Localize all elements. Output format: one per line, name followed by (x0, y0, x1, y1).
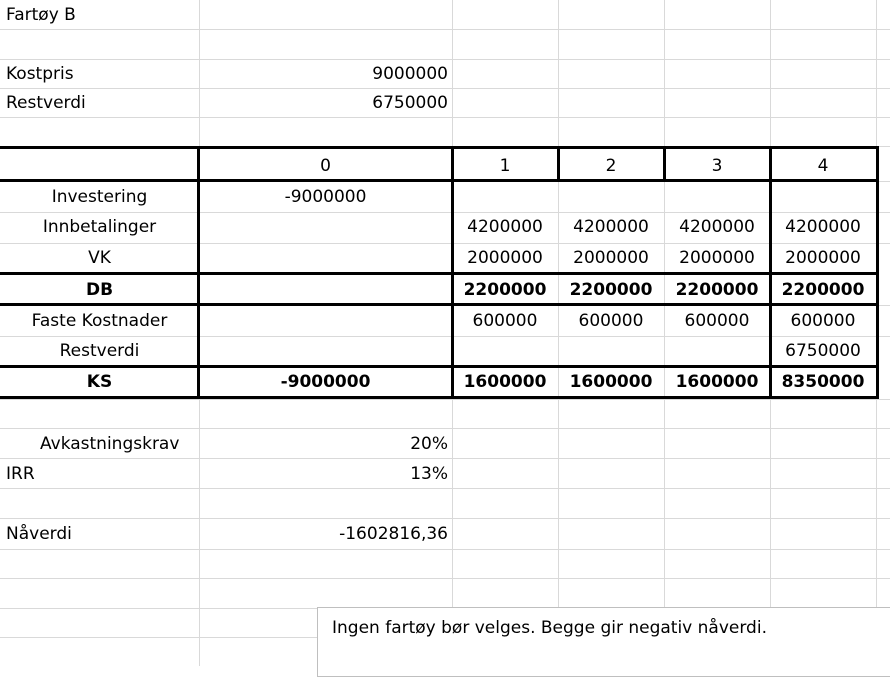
table-cell[interactable]: 600000 (472, 311, 538, 331)
table-border (0, 179, 879, 182)
table-border (0, 365, 879, 368)
table-cell[interactable]: 2200000 (463, 280, 547, 300)
sheet-title[interactable]: Fartøy B (6, 5, 76, 25)
conclusion-text: Ingen fartøy bør velges. Begge gir negativ nåverdi. (332, 618, 767, 638)
irr-label[interactable]: IRR (6, 464, 35, 484)
restverdi-value[interactable]: 6750000 (372, 93, 448, 113)
restverdi-label[interactable]: Restverdi (6, 93, 86, 113)
table-cell[interactable]: 4200000 (785, 217, 861, 237)
irr-value[interactable]: 13% (410, 464, 448, 484)
gridline (0, 117, 890, 118)
table-cell[interactable]: 2200000 (675, 280, 759, 300)
table-cell[interactable]: 2000000 (785, 248, 861, 268)
table-cell[interactable]: 600000 (578, 311, 644, 331)
table-border (663, 146, 666, 182)
table-border (769, 146, 772, 399)
avkastningskrav-label[interactable]: Avkastningskrav (40, 434, 180, 454)
gridline (0, 399, 890, 400)
table-border (0, 146, 879, 149)
naverdi-label[interactable]: Nåverdi (6, 524, 72, 544)
period-header-4[interactable]: 4 (817, 156, 829, 176)
row-label-vk[interactable]: VK (88, 248, 111, 268)
table-border (197, 146, 200, 399)
gridline (0, 428, 890, 429)
row-label-innbetalinger[interactable]: Innbetalinger (42, 217, 157, 237)
table-border (0, 303, 879, 306)
table-cell[interactable]: 4200000 (573, 217, 649, 237)
gridline (0, 518, 890, 519)
table-cell[interactable]: 6750000 (785, 341, 861, 361)
table-cell[interactable]: 8350000 (781, 372, 865, 392)
period-header-2[interactable]: 2 (605, 156, 617, 176)
row-label-ks[interactable]: KS (86, 372, 113, 392)
table-cell[interactable]: 4200000 (467, 217, 543, 237)
table-cell[interactable]: 2000000 (467, 248, 543, 268)
table-cell[interactable]: 1600000 (463, 372, 547, 392)
period-header-3[interactable]: 3 (711, 156, 723, 176)
table-border (876, 146, 879, 399)
period-header-1[interactable]: 1 (499, 156, 511, 176)
table-border (557, 146, 560, 182)
row-label-db[interactable]: DB (85, 280, 114, 300)
table-border (451, 146, 454, 399)
row-label-faste-kostnader[interactable]: Faste Kostnader (31, 311, 168, 331)
gridline (0, 578, 890, 579)
row-label-restverdi[interactable]: Restverdi (59, 341, 140, 361)
table-cell[interactable]: 2000000 (573, 248, 649, 268)
naverdi-value[interactable]: -1602816,36 (339, 524, 448, 544)
table-cell[interactable]: 2200000 (569, 280, 653, 300)
row-label-investering[interactable]: Investering (51, 187, 148, 207)
gridline (0, 488, 890, 489)
table-border (0, 396, 879, 399)
conclusion-textbox[interactable] (317, 607, 890, 677)
table-border (0, 272, 879, 275)
table-cell[interactable]: -9000000 (284, 187, 367, 207)
table-cell[interactable]: -9000000 (280, 372, 371, 392)
table-cell[interactable]: 600000 (790, 311, 856, 331)
gridline (0, 29, 890, 30)
table-cell[interactable]: 4200000 (679, 217, 755, 237)
kostpris-value[interactable]: 9000000 (372, 64, 448, 84)
gridline (0, 458, 890, 459)
table-cell[interactable]: 2200000 (781, 280, 865, 300)
table-cell[interactable]: 600000 (684, 311, 750, 331)
avkastningskrav-value[interactable]: 20% (410, 434, 448, 454)
period-header-0[interactable]: 0 (320, 156, 331, 176)
table-cell[interactable]: 1600000 (675, 372, 759, 392)
table-cell[interactable]: 2000000 (679, 248, 755, 268)
kostpris-label[interactable]: Kostpris (6, 64, 74, 84)
table-cell[interactable]: 1600000 (569, 372, 653, 392)
gridline (0, 549, 890, 550)
